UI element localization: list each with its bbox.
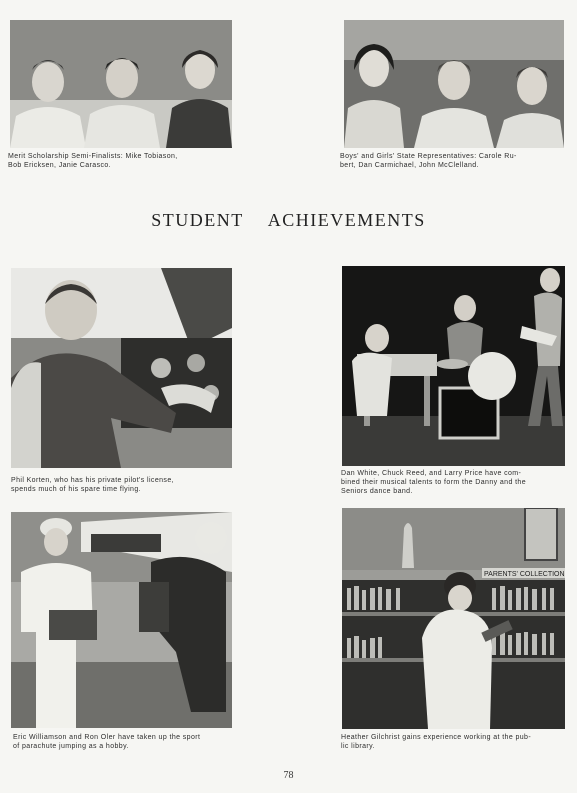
merit-scholars-caption	[8, 152, 238, 170]
library-photo	[342, 508, 565, 729]
caption-line: spends much of his spare time flying.	[11, 486, 141, 493]
caption-line: Dan White, Chuck Reed, and Larry Price have com-	[341, 470, 522, 477]
pilot-photo	[11, 268, 232, 468]
parachute-caption	[13, 733, 238, 751]
page-number: 78	[283, 770, 294, 781]
merit-scholars-photo	[10, 20, 232, 148]
dance-band-caption	[341, 469, 567, 496]
page-title	[0, 210, 577, 231]
title-word-student: STUDENT	[151, 210, 244, 230]
caption-line: Phil Korten, who has his private pilot's license,	[11, 477, 174, 484]
pilot-caption	[11, 476, 236, 494]
caption-line: Merit Scholarship Semi-Finalists: Mike Tobiason,	[8, 153, 178, 160]
state-representatives-photo	[344, 20, 564, 148]
caption-line: Bob Ericksen, Janie Carasco.	[8, 162, 112, 169]
caption-line: lic library.	[341, 743, 375, 750]
caption-line: Eric Williamson and Ron Oler have taken up the sport	[13, 734, 201, 741]
title-word-achievements: ACHIEVEMENTS	[267, 210, 426, 230]
caption-line: Heather Gilchrist gains experience working at the pub-	[341, 734, 532, 741]
caption-line: Boys' and Girls' State Representatives: Carole Ru-	[340, 153, 517, 160]
state-representatives-caption	[340, 152, 564, 170]
library-caption	[341, 733, 567, 751]
library-sign-text: PARENTS' COLLECTION	[484, 571, 565, 578]
caption-line: of parachute jumping as a hobby.	[13, 743, 129, 750]
caption-line: bined their musical talents to form the Danny and the	[341, 479, 527, 486]
caption-line: Seniors dance band.	[341, 488, 413, 495]
dance-band-photo	[342, 266, 565, 466]
parachute-photo	[11, 512, 232, 728]
caption-line: bert, Dan Carmichael, John McClelland.	[340, 162, 479, 169]
